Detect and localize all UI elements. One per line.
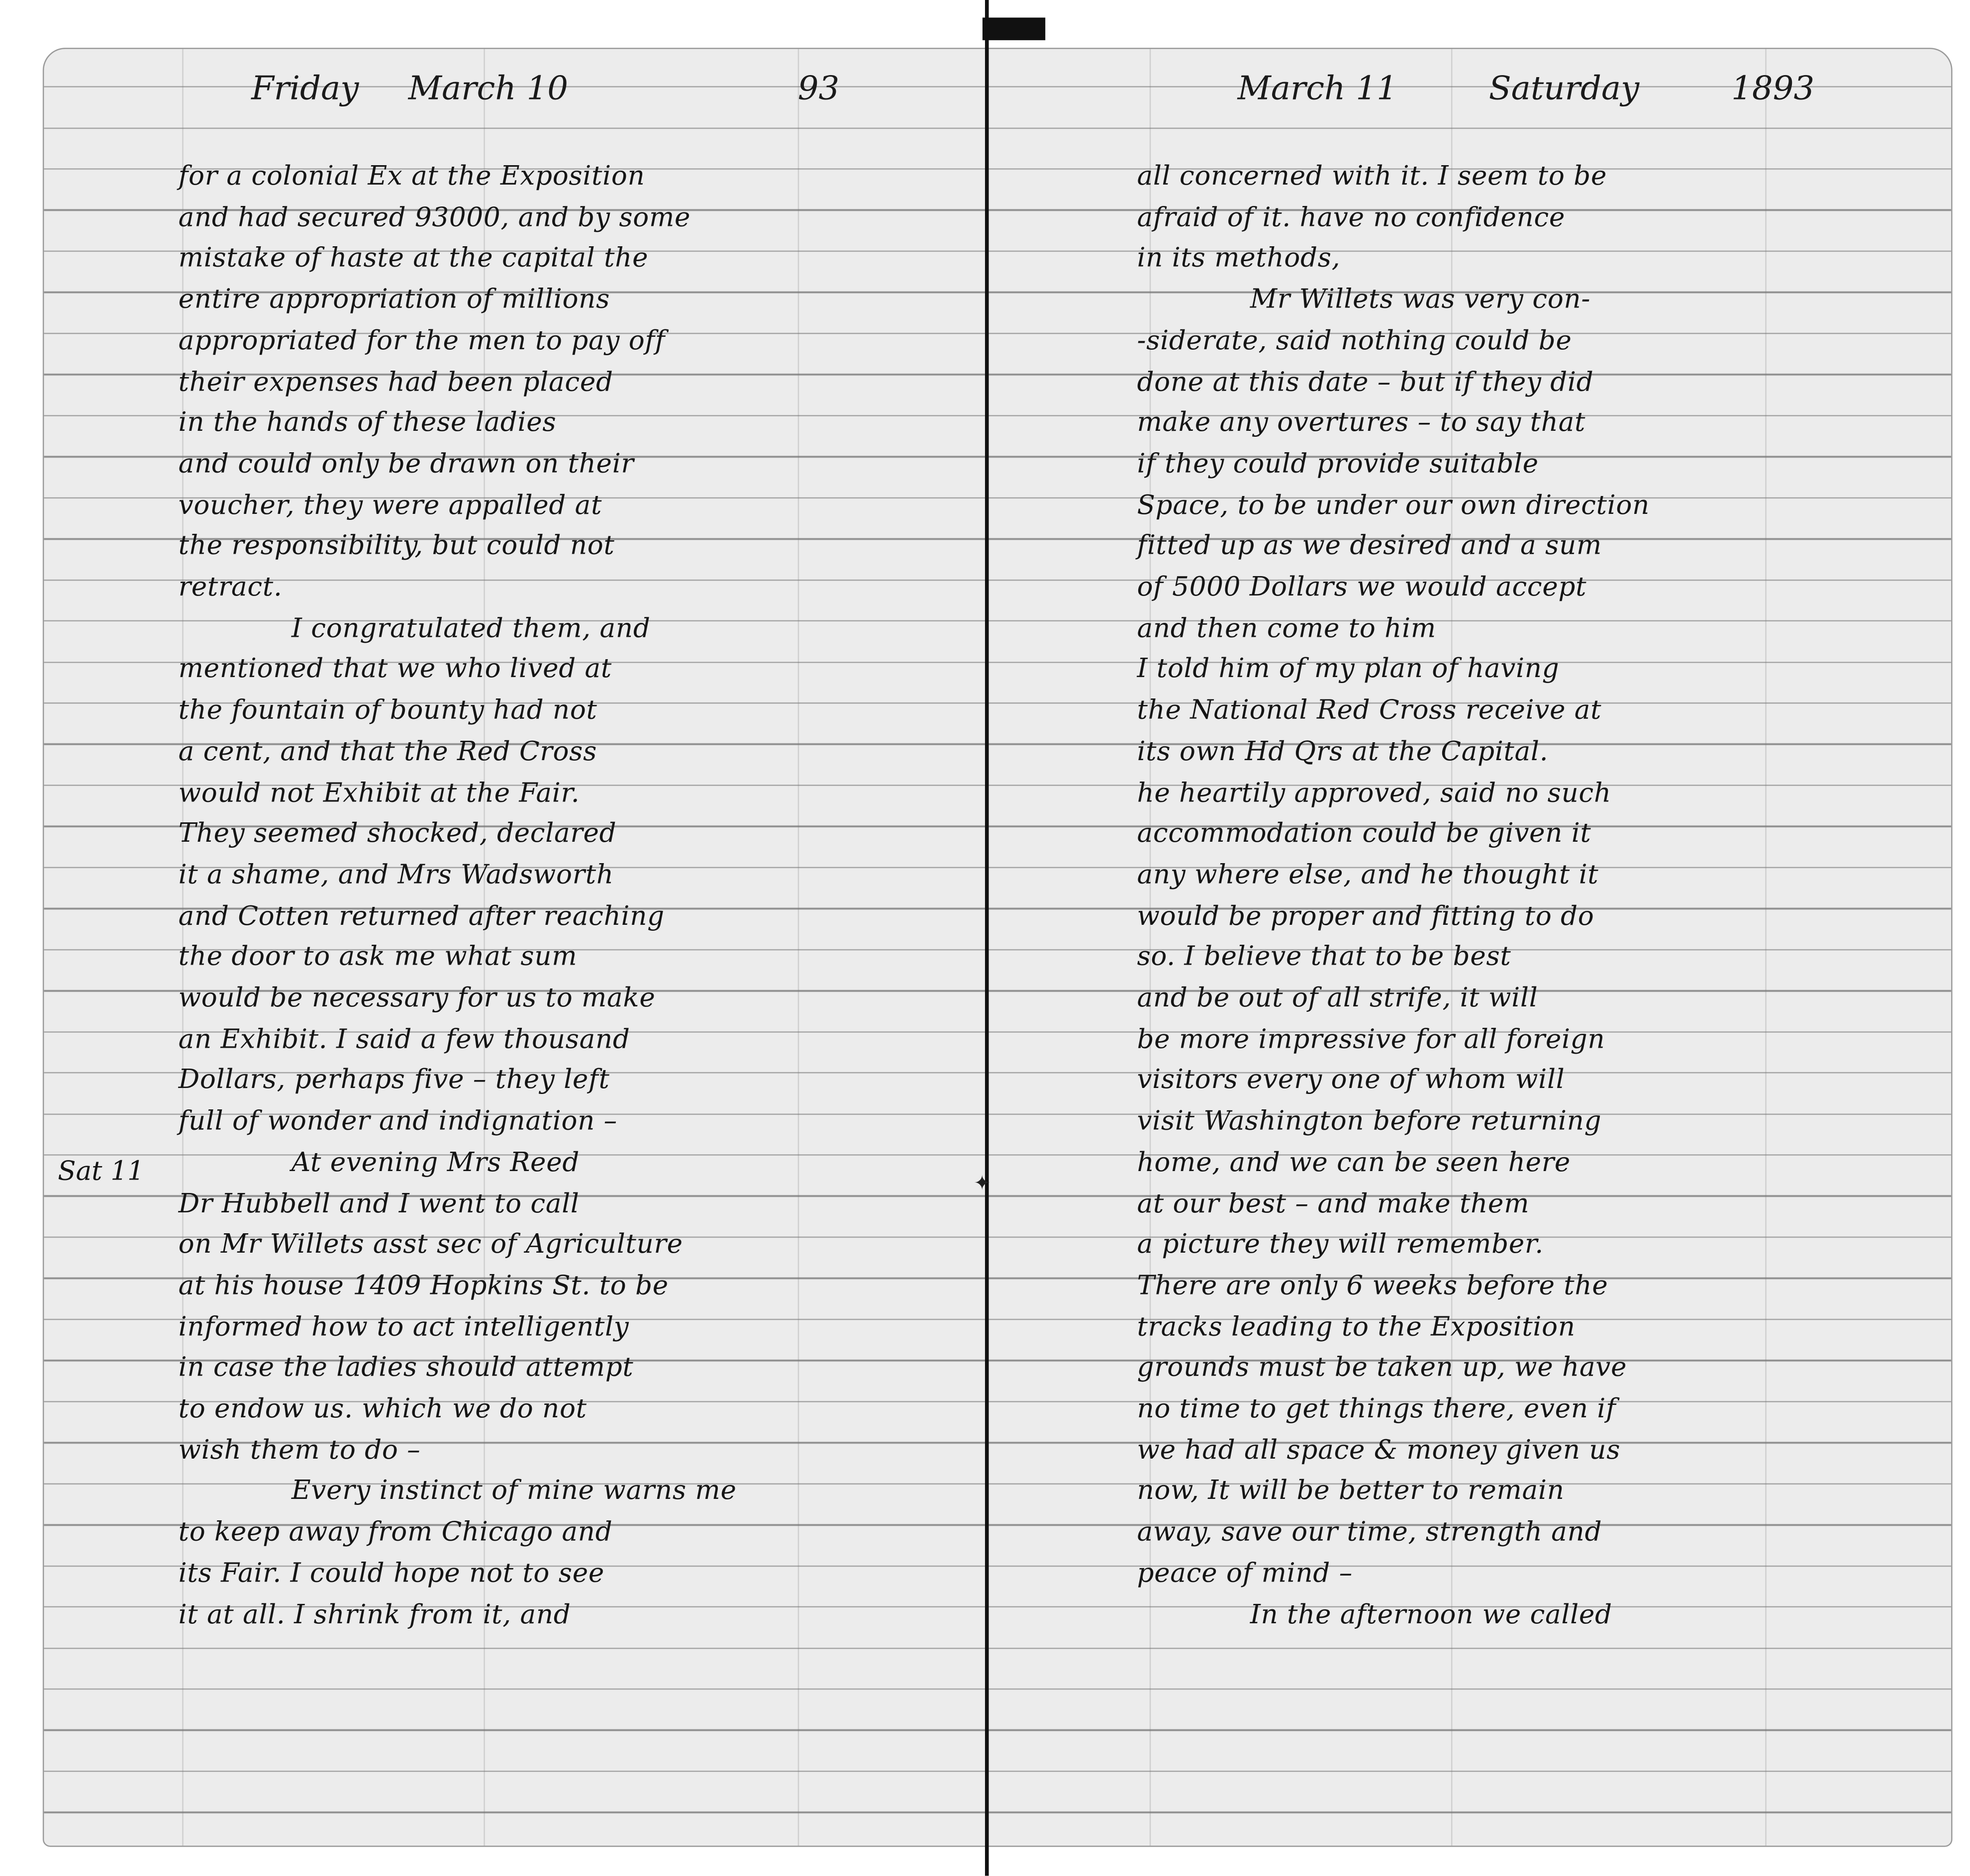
handwritten-line: a cent, and that the Red Cross xyxy=(178,736,597,767)
handwritten-line: wish them to do – xyxy=(178,1434,421,1465)
left-page-number: 93 xyxy=(797,70,840,108)
handwritten-line: he heartily approved, said no such xyxy=(1137,777,1611,807)
handwritten-line: to keep away from Chicago and xyxy=(178,1516,613,1547)
handwritten-line: be more impressive for all foreign xyxy=(1137,1023,1605,1054)
handwritten-line: In the afternoon we called xyxy=(1250,1598,1612,1629)
handwritten-line: make any overtures – to say that xyxy=(1137,407,1586,438)
handwritten-line: Space, to be under our own direction xyxy=(1137,489,1650,520)
handwritten-line: and be out of all strife, it will xyxy=(1137,982,1538,1013)
handwritten-line: now, It will be better to remain xyxy=(1137,1475,1565,1506)
handwritten-line: and Cotten returned after reaching xyxy=(178,900,665,931)
handwritten-line: peace of mind – xyxy=(1137,1558,1353,1588)
left-header-day: Friday xyxy=(251,70,359,108)
handwritten-line: voucher, they were appalled at xyxy=(178,489,602,520)
handwritten-line: its Fair. I could hope not to see xyxy=(178,1558,605,1588)
handwritten-line: an Exhibit. I said a few thousand xyxy=(178,1023,630,1054)
handwritten-line: accommodation could be given it xyxy=(1137,818,1591,849)
handwritten-line: would be necessary for us to make xyxy=(178,982,656,1013)
handwritten-line: fitted up as we desired and a sum xyxy=(1137,530,1602,561)
handwritten-line: and then come to him xyxy=(1137,612,1436,643)
handwritten-line: in case the ladies should attempt xyxy=(178,1352,634,1382)
handwritten-line: grounds must be taken up, we have xyxy=(1137,1352,1627,1382)
handwritten-line: their expenses had been placed xyxy=(178,366,613,396)
handwritten-line: of 5000 Dollars we would accept xyxy=(1137,572,1587,602)
handwritten-line: its own Hd Qrs at the Capital. xyxy=(1137,736,1549,767)
handwritten-line: afraid of it. have no confidence xyxy=(1137,201,1566,232)
right-header-year: 1893 xyxy=(1731,70,1815,108)
handwritten-line: the fountain of bounty had not xyxy=(178,694,597,725)
margin-note: Sat 11 xyxy=(58,1156,144,1186)
handwritten-line: appropriated for the men to pay off xyxy=(178,325,666,356)
handwritten-line: if they could provide suitable xyxy=(1137,448,1539,479)
handwritten-line: Dollars, perhaps five – they left xyxy=(178,1065,610,1095)
book-spine xyxy=(985,0,989,1876)
handwritten-line: visit Washington before returning xyxy=(1137,1105,1602,1136)
handwritten-line: Mr Willets was very con- xyxy=(1250,284,1591,314)
handwritten-line: done at this date – but if they did xyxy=(1137,366,1594,396)
handwritten-line: I congratulated them, and xyxy=(291,612,651,643)
handwritten-line: away, save our time, strength and xyxy=(1137,1516,1602,1547)
handwritten-line: -siderate, said nothing could be xyxy=(1137,325,1572,356)
handwritten-line: the responsibility, but could not xyxy=(178,530,615,561)
handwritten-line: informed how to act intelligently xyxy=(178,1311,629,1342)
handwritten-line: Dr Hubbell and I went to call xyxy=(178,1187,580,1218)
handwritten-line: in its methods, xyxy=(1137,243,1341,274)
handwritten-line: would not Exhibit at the Fair. xyxy=(178,777,580,807)
handwritten-line: the door to ask me what sum xyxy=(178,941,578,972)
handwritten-line: entire appropriation of millions xyxy=(178,284,610,314)
left-header-date: March 10 xyxy=(408,70,569,108)
handwritten-line: all concerned with it. I seem to be xyxy=(1137,161,1607,191)
handwritten-line: Every instinct of mine warns me xyxy=(291,1475,737,1506)
handwritten-line: the National Red Cross receive at xyxy=(1137,694,1602,725)
handwritten-line: mistake of haste at the capital the xyxy=(178,243,649,274)
handwritten-line: home, and we can be seen here xyxy=(1137,1147,1571,1177)
handwritten-line: and had secured 93000, and by some xyxy=(178,201,691,232)
handwritten-line: There are only 6 weeks before the xyxy=(1137,1270,1608,1300)
right-header-day: Saturday xyxy=(1488,70,1640,108)
handwritten-line: to endow us. which we do not xyxy=(178,1393,587,1424)
handwritten-line: I told him of my plan of having xyxy=(1137,654,1560,684)
handwritten-line: it at all. I shrink from it, and xyxy=(178,1598,571,1629)
handwritten-line: tracks leading to the Exposition xyxy=(1137,1311,1576,1342)
handwritten-line: so. I believe that to be best xyxy=(1137,941,1511,972)
handwritten-line: it a shame, and Mrs Wadsworth xyxy=(178,859,614,889)
handwritten-line: They seemed shocked, declared xyxy=(178,818,617,849)
handwritten-line: a picture they will remember. xyxy=(1137,1229,1544,1260)
handwritten-line: At evening Mrs Reed xyxy=(291,1147,580,1177)
handwritten-line: mentioned that we who lived at xyxy=(178,654,612,684)
spine-ornament-icon: ✦ xyxy=(974,1173,991,1195)
handwritten-line: would be proper and fitting to do xyxy=(1137,900,1594,931)
handwritten-line: at his house 1409 Hopkins St. to be xyxy=(178,1270,669,1300)
handwritten-line: full of wonder and indignation – xyxy=(178,1105,617,1136)
handwritten-line: at our best – and make them xyxy=(1137,1187,1530,1218)
handwritten-line: for a colonial Ex at the Exposition xyxy=(178,161,645,191)
right-header-date: March 11 xyxy=(1237,70,1397,108)
handwritten-line: we had all space & money given us xyxy=(1137,1434,1621,1465)
handwritten-line: visitors every one of whom will xyxy=(1137,1065,1565,1095)
handwritten-line: retract. xyxy=(178,572,283,602)
handwritten-line: on Mr Willets asst sec of Agriculture xyxy=(178,1229,683,1260)
handwritten-line: in the hands of these ladies xyxy=(178,407,557,438)
handwritten-line: no time to get things there, even if xyxy=(1137,1393,1616,1424)
binding-clip xyxy=(983,17,1045,40)
handwritten-line: any where else, and he thought it xyxy=(1137,859,1599,889)
handwritten-line: and could only be drawn on their xyxy=(178,448,634,479)
